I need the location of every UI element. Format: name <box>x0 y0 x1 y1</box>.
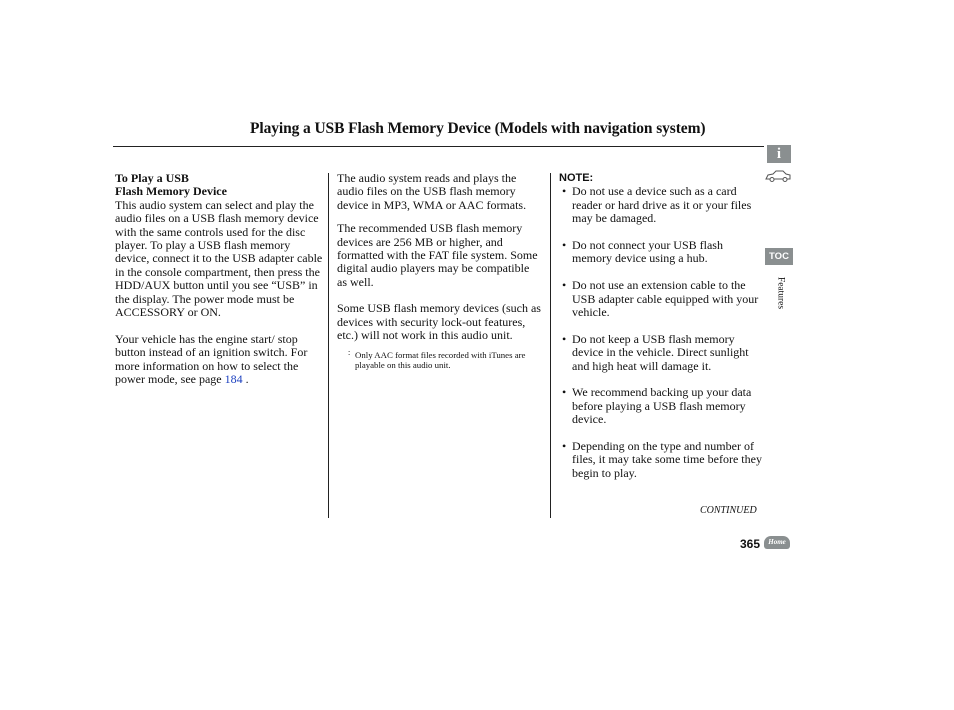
note-item: • Do not use a device such as a card reader or hard drive as it or your files may be damaged. <box>559 185 764 225</box>
column-3 <box>559 172 764 494</box>
home-button[interactable]: Home <box>764 536 790 549</box>
column-2 <box>337 172 542 370</box>
continued-label: CONTINUED <box>700 505 757 516</box>
footnote-mark: : <box>348 348 351 358</box>
page-number: 365 <box>740 537 761 551</box>
note-item: • We recommend backing up your data before playing a USB flash memory device. <box>559 386 764 426</box>
car-icon[interactable] <box>764 168 792 184</box>
note-item: • Do not use an extension cable to the USB adapter cable equipped with your vehicle. <box>559 279 764 319</box>
power-mode-paragraph <box>115 333 325 387</box>
page-link-184[interactable]: 184 <box>224 372 243 387</box>
note-label: NOTE: <box>559 172 594 184</box>
column-1 <box>115 172 325 386</box>
note-item: • Do not keep a USB flash memory device in the vehicle. Direct sunlight and high heat will damage it. <box>559 333 764 373</box>
footnote <box>337 350 542 370</box>
column-divider-1 <box>328 173 329 518</box>
info-button[interactable]: i <box>767 145 791 163</box>
formats-paragraph: The audio system reads and plays the audio files on the USB flash memory device in MP3, WMA or AAC formats. <box>337 171 527 212</box>
recommended-devices-paragraph: The recommended USB flash memory devices are 256 MB or higher, and formatted with the FAT file system. Some digital audio players may be compatible as well. <box>337 221 538 289</box>
note-list <box>559 185 764 480</box>
note-item: • Do not connect your USB flash memory device using a hub. <box>559 239 764 266</box>
note-item: • Depending on the type and number of files, it may take some time before they begin to play. <box>559 440 764 480</box>
section-tab-label: Features <box>775 276 786 310</box>
power-mode-end: . <box>245 372 249 387</box>
section-tab-features[interactable] <box>774 272 786 317</box>
title-rule <box>113 146 764 147</box>
incompatible-devices-paragraph: Some USB flash memory devices (such as devices with security lock-out features, etc.) will not work in this audio unit. <box>337 301 541 343</box>
section-heading-line2: Flash Memory Device <box>115 184 227 199</box>
toc-button[interactable]: TOC <box>765 248 793 265</box>
power-mode-text: Your vehicle has the engine start/ stop button instead of an ignition switch. For more information on how to select the power mode, see page <box>115 331 308 387</box>
column-divider-2 <box>550 173 551 518</box>
intro-paragraph: This audio system can select and play the audio files on a USB flash memory device with the same controls used for the disc player. To play a USB flash memory device, connect it to the USB adapter cable in the console compartment, then press the HDD/AUX button until you see “USB” in the display. The power mode must be ACCESSORY or ON. <box>115 197 323 320</box>
section-heading-line1: To Play a USB <box>115 171 189 185</box>
footnote-text: Only AAC format files recorded with iTunes are playable on this audio unit. <box>355 350 526 371</box>
page-title: Playing a USB Flash Memory Device (Models with navigation system) <box>250 120 706 137</box>
